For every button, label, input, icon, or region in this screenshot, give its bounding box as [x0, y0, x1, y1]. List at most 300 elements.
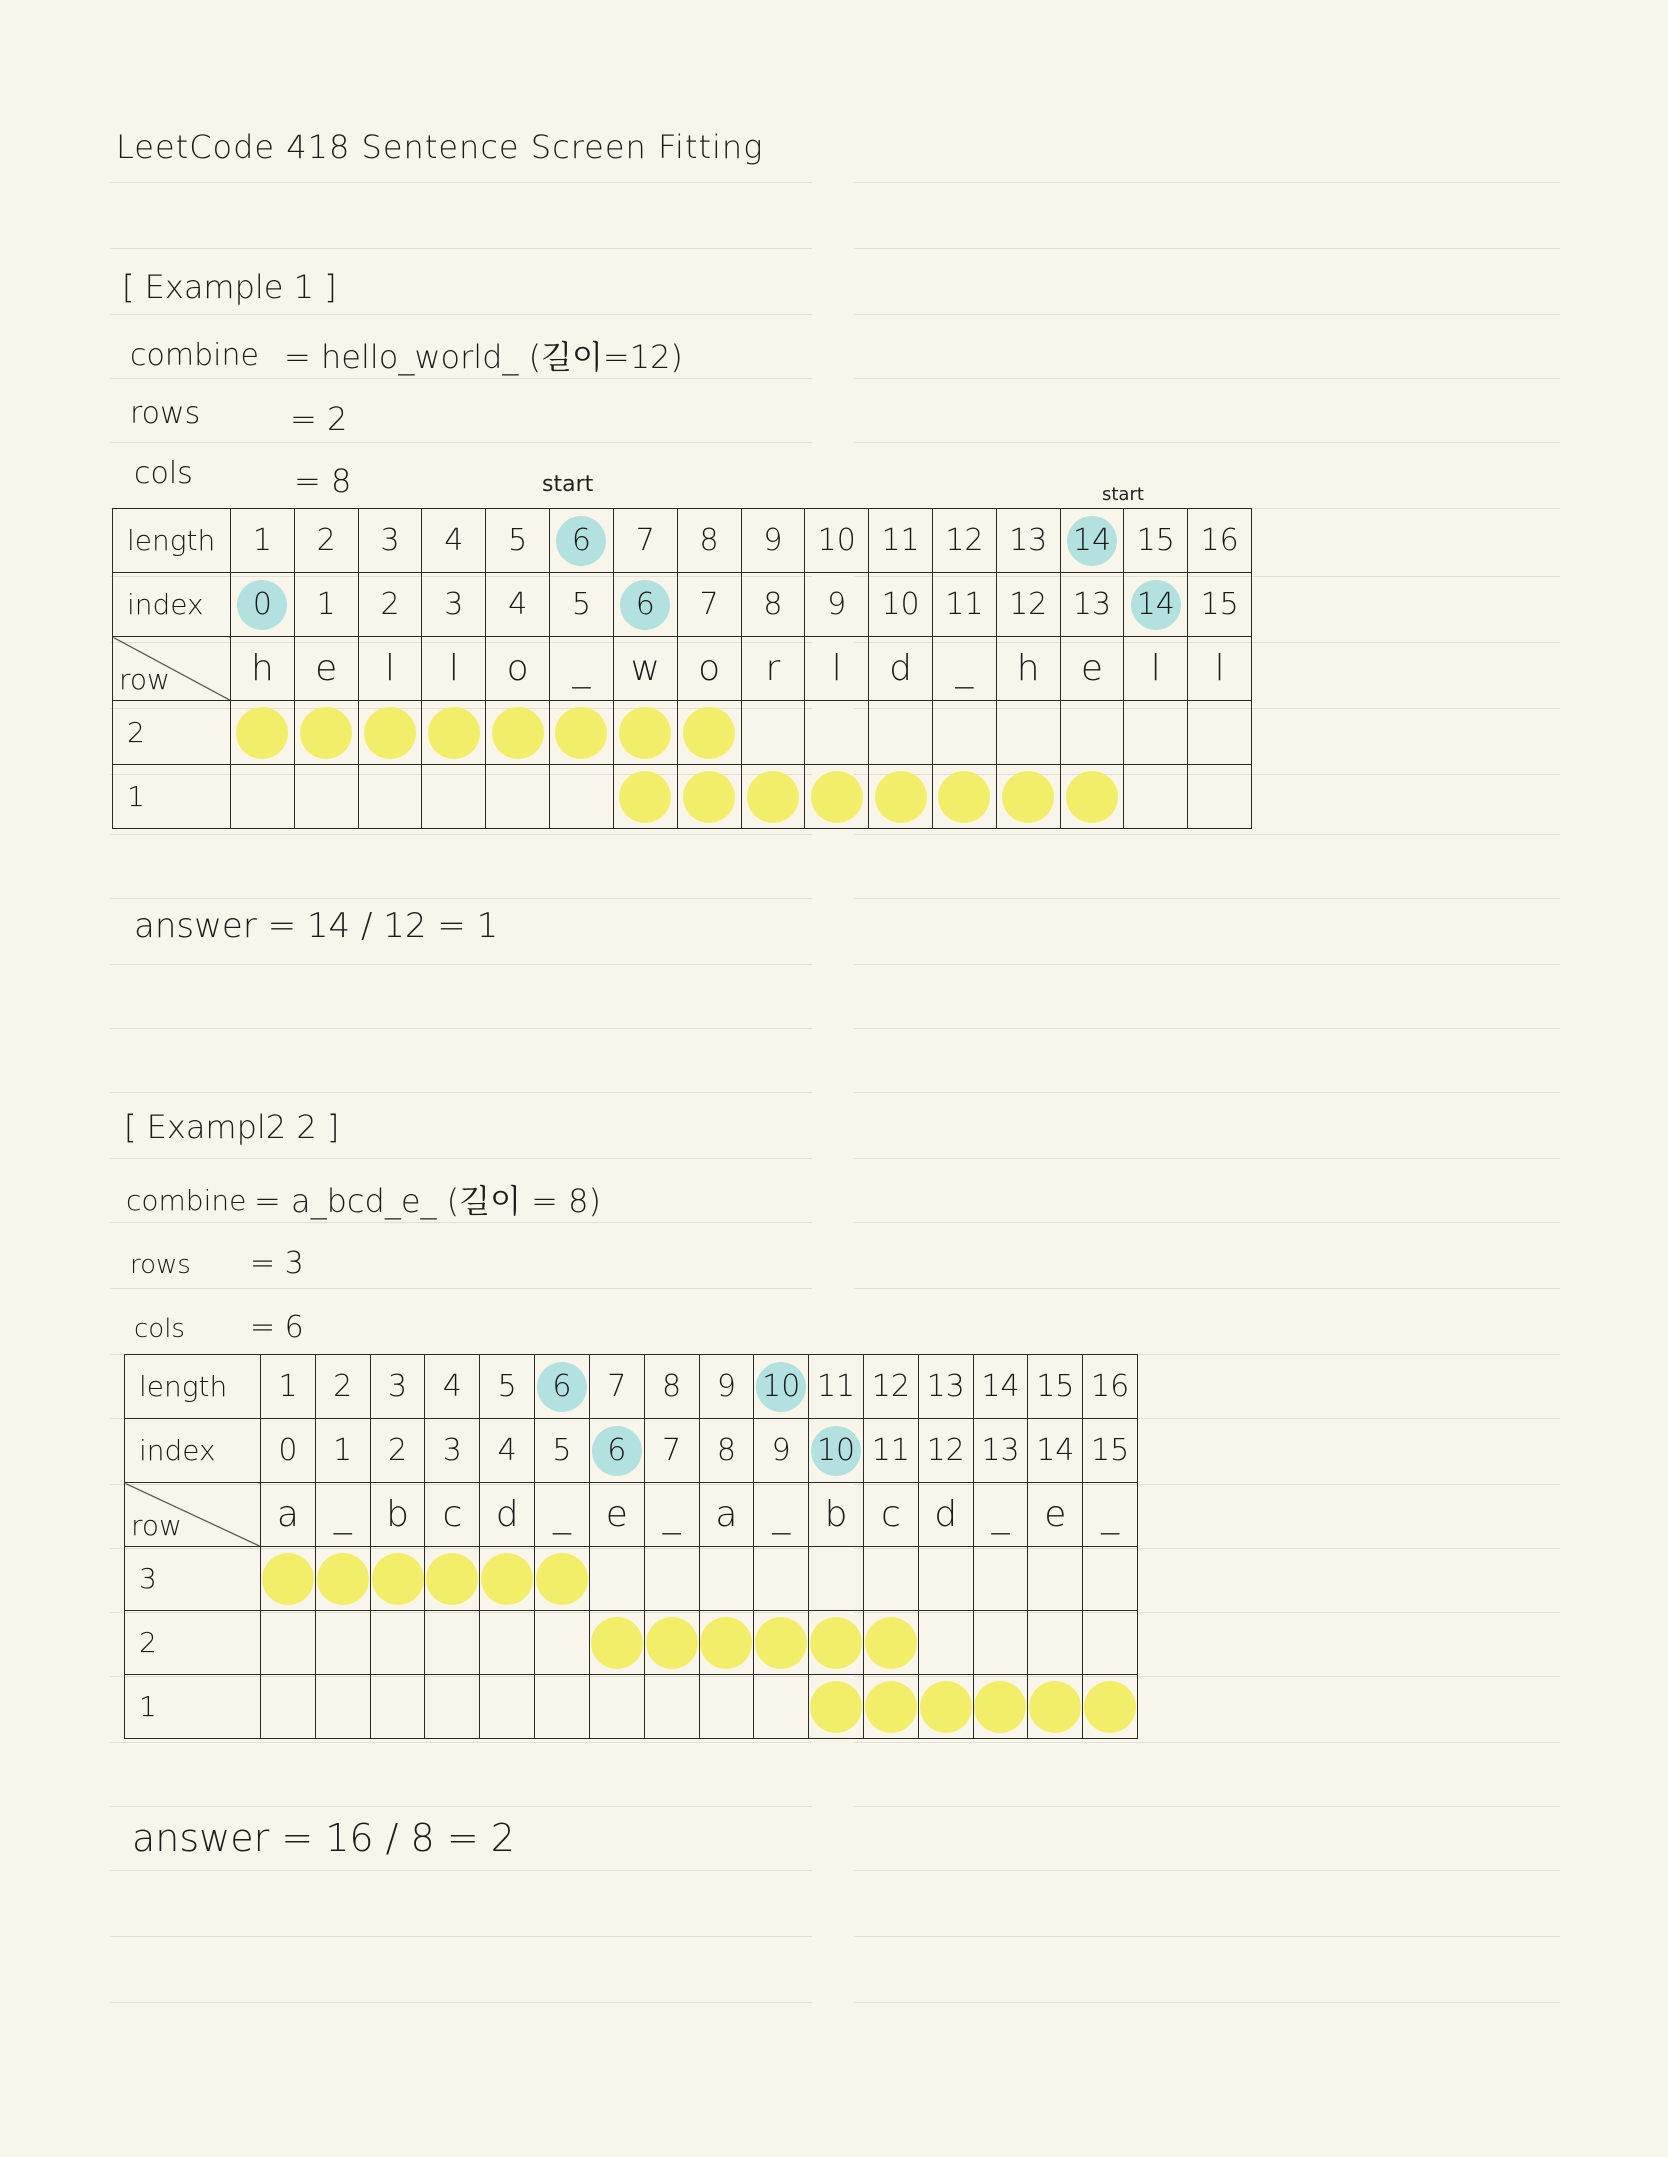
- ruled-line: [110, 314, 812, 315]
- example1-length-cell: [613, 509, 677, 573]
- example2-index-cell: [973, 1419, 1028, 1483]
- example1-start-label-2: start: [1102, 484, 1144, 505]
- example1-index-cell: [486, 573, 550, 637]
- example1-screen-row-label-text: 1: [127, 780, 145, 813]
- example1-char-cell: [294, 637, 358, 701]
- example2-screen-cell: [480, 1611, 535, 1675]
- example2-screen-cell: [480, 1675, 535, 1739]
- example2-length-cell: [973, 1355, 1028, 1419]
- ruled-line: [854, 1936, 1560, 1937]
- example1-index-value: 15: [1200, 587, 1239, 622]
- example2-length-header: [125, 1355, 261, 1419]
- example2-index-value: 3: [442, 1433, 462, 1468]
- example1-length-cell: [869, 509, 933, 573]
- example2-screen-cell: [973, 1675, 1028, 1739]
- example2-index-cell: [425, 1419, 480, 1483]
- example2-screen-cell: [1028, 1547, 1083, 1611]
- example2-screen-cell: [480, 1547, 535, 1611]
- example2-screen-cell: [754, 1611, 809, 1675]
- example1-length-value: 15: [1136, 523, 1175, 558]
- example1-index-value: 3: [444, 587, 464, 622]
- example2-screen-cell: [425, 1675, 480, 1739]
- ruled-line: [110, 898, 812, 899]
- example1-screen-cell: [1124, 765, 1188, 829]
- ruled-line: [854, 1288, 1560, 1289]
- ruled-line: [854, 314, 1560, 315]
- example1-index-cell: [677, 573, 741, 637]
- example2-screen-cell: [315, 1547, 370, 1611]
- example2-index-cell: [754, 1419, 809, 1483]
- ruled-line: [110, 1092, 812, 1093]
- example2-screen-cell: [644, 1611, 699, 1675]
- example2-screen-cell: [863, 1547, 918, 1611]
- ruled-line: [854, 1806, 1560, 1807]
- example1-screen-cell: [358, 701, 422, 765]
- example1-table: [112, 508, 1252, 829]
- example1-char-cell: [358, 637, 422, 701]
- example2-char-cell: [699, 1483, 754, 1547]
- example2-length-value: 13: [926, 1369, 965, 1404]
- example1-length-value: 8: [699, 523, 719, 558]
- example2-length-value: 12: [871, 1369, 910, 1404]
- example1-index-cell: [422, 573, 486, 637]
- fill-dot: [1002, 771, 1054, 823]
- example2-length-cell: [370, 1355, 425, 1419]
- example1-chars-row: [113, 637, 1252, 701]
- example1-char-cell: [677, 637, 741, 701]
- example1-screen-cell: [869, 765, 933, 829]
- example2-length-cell: [589, 1355, 644, 1419]
- ruled-line: [854, 1158, 1560, 1159]
- example1-length-value: 1: [252, 523, 272, 558]
- example1-char: d: [889, 648, 912, 689]
- example2-char-cell: [809, 1483, 864, 1547]
- example1-screen-cell: [613, 765, 677, 829]
- example1-length-value: 4: [444, 523, 464, 558]
- fill-dot: [755, 1617, 807, 1669]
- ruled-line: [854, 2002, 1560, 2003]
- fill-dot: [555, 707, 607, 759]
- example2-screen-cell: [918, 1547, 973, 1611]
- example1-char: e: [315, 648, 338, 689]
- example2-char-cell: [589, 1483, 644, 1547]
- example2-screen-cell: [973, 1611, 1028, 1675]
- example2-char: _: [552, 1494, 571, 1535]
- example2-char-cell: [918, 1483, 973, 1547]
- example1-char: w: [630, 648, 660, 689]
- example2-cols-value: = 6: [250, 1310, 304, 1345]
- example1-screen-cell: [486, 701, 550, 765]
- example2-index-value: 12: [926, 1433, 965, 1468]
- example1-length-value: 6: [571, 523, 592, 558]
- example1-index-cell: [869, 573, 933, 637]
- example1-index-value: 14: [1136, 587, 1175, 622]
- example1-char-cell: [805, 637, 869, 701]
- example1-char: l: [1150, 648, 1161, 689]
- example2-answer: answer = 16 / 8 = 2: [132, 1816, 515, 1860]
- example2-char-cell: [535, 1483, 590, 1547]
- example1-length-cell: [677, 509, 741, 573]
- example2-length-value: 3: [387, 1369, 408, 1404]
- example1-char-cell: [550, 637, 614, 701]
- example1-screen-cell: [550, 701, 614, 765]
- example2-length-cell: [535, 1355, 590, 1419]
- example2-row-header-text: row: [131, 1509, 182, 1542]
- example2-index-value: 13: [981, 1433, 1020, 1468]
- ruled-line: [854, 442, 1560, 443]
- example2-length-value: 4: [442, 1369, 462, 1404]
- example2-screen-cell: [754, 1675, 809, 1739]
- example2-char: e: [1044, 1494, 1067, 1535]
- example2-index-row: [125, 1419, 1138, 1483]
- example1-char: _: [955, 648, 974, 689]
- example1-screen-cell: [231, 701, 295, 765]
- fill-dot: [875, 771, 927, 823]
- example2-char-cell: [754, 1483, 809, 1547]
- example2-index-header-text: index: [139, 1434, 216, 1467]
- example2-char: a: [276, 1494, 299, 1535]
- example2-index-value: 6: [607, 1433, 627, 1468]
- example1-index-header-text: index: [127, 588, 204, 621]
- example2-index-value: 8: [716, 1433, 736, 1468]
- example2-length-value: 1: [278, 1369, 298, 1404]
- example1-char: r: [765, 648, 781, 689]
- example2-char-cell: [261, 1483, 316, 1547]
- example2-row-header: [125, 1483, 261, 1547]
- fill-dot: [317, 1553, 369, 1605]
- example1-index-cell: [1188, 573, 1252, 637]
- example1-length-cell: [996, 509, 1060, 573]
- example2-index-value: 9: [771, 1433, 791, 1468]
- ruled-line: [854, 1092, 1560, 1093]
- example2-length-value: 14: [981, 1369, 1020, 1404]
- example1-index-row: [113, 573, 1252, 637]
- example1-char-cell: [1060, 637, 1124, 701]
- example2-index-value: 10: [816, 1433, 856, 1468]
- ruled-line: [110, 248, 812, 249]
- example1-row-header: [113, 637, 231, 701]
- example1-length-value: 9: [763, 523, 783, 558]
- example1-screen-cell: [805, 765, 869, 829]
- fill-dot: [619, 771, 671, 823]
- ruled-line: [110, 1158, 812, 1159]
- example1-length-cell: [1124, 509, 1188, 573]
- example1-screen-row: [113, 765, 1252, 829]
- example1-index-cell: [550, 573, 614, 637]
- example1-length-cell: [550, 509, 614, 573]
- example1-screen-cell: [869, 701, 933, 765]
- example2-char: d: [495, 1494, 519, 1535]
- example2-length-cell: [809, 1355, 864, 1419]
- example2-screen-cell: [589, 1611, 644, 1675]
- ruled-line: [110, 1936, 812, 1937]
- ruled-line: [854, 182, 1560, 183]
- example1-heading: [ Example 1 ]: [122, 268, 337, 306]
- example2-screen-cell: [425, 1611, 480, 1675]
- fill-dot: [236, 707, 288, 759]
- example1-index-cell: [741, 573, 805, 637]
- example1-char-cell: [1124, 637, 1188, 701]
- example2-screen-cell: [370, 1611, 425, 1675]
- example2-screen-cell: [644, 1547, 699, 1611]
- example1-index-cell: [231, 573, 295, 637]
- ruled-line: [110, 1870, 812, 1871]
- example2-length-value: 15: [1036, 1369, 1075, 1404]
- example2-screen-cell: [1028, 1675, 1083, 1739]
- example2-index-cell: [644, 1419, 699, 1483]
- ruled-line: [854, 834, 1560, 835]
- example1-length-value: 5: [508, 523, 528, 558]
- ruled-line: [110, 964, 812, 965]
- example2-index-value: 5: [552, 1433, 572, 1468]
- example1-screen-cell: [1188, 765, 1252, 829]
- example1-screen-cell: [1188, 701, 1252, 765]
- example2-screen-row-label: [125, 1547, 261, 1611]
- example2-char: b: [824, 1494, 848, 1535]
- example2-screen-row-label: [125, 1611, 261, 1675]
- example1-screen-cell: [613, 701, 677, 765]
- example2-length-cell: [754, 1355, 809, 1419]
- example1-length-value: 14: [1072, 523, 1112, 558]
- example2-index-cell: [918, 1419, 973, 1483]
- example1-char: e: [1080, 648, 1104, 689]
- example1-screen-cell: [932, 701, 996, 765]
- example2-char-cell: [425, 1483, 480, 1547]
- example1-char-cell: [613, 637, 677, 701]
- fill-dot: [646, 1617, 698, 1669]
- example1-screen-cell: [294, 765, 358, 829]
- example2-char-cell: [480, 1483, 535, 1547]
- example1-char: o: [506, 648, 529, 689]
- example2-length-value: 16: [1091, 1369, 1130, 1404]
- fill-dot: [810, 1681, 862, 1733]
- example1-index-cell: [1060, 573, 1124, 637]
- example2-screen-cell: [370, 1675, 425, 1739]
- example2-screen-cell: [918, 1611, 973, 1675]
- example2-table: [124, 1354, 1138, 1739]
- example1-index-value: 13: [1072, 587, 1112, 622]
- example1-length-cell: [422, 509, 486, 573]
- example2-index-value: 2: [387, 1433, 408, 1468]
- example2-char-cell: [1083, 1483, 1138, 1547]
- example2-length-value: 2: [333, 1369, 353, 1404]
- example1-screen-row-label: [113, 765, 231, 829]
- example1-screen-cell: [677, 701, 741, 765]
- example1-length-cell: [231, 509, 295, 573]
- example2-length-header-text: length: [139, 1370, 228, 1403]
- example2-screen-cell: [699, 1675, 754, 1739]
- example2-screen-cell: [261, 1675, 316, 1739]
- example2-screen-cell: [809, 1547, 864, 1611]
- example2-char: _: [772, 1494, 791, 1535]
- example2-length-value: 9: [716, 1369, 736, 1404]
- example1-length-value: 13: [1009, 523, 1048, 558]
- example2-length-cell: [480, 1355, 535, 1419]
- example1-char: l: [385, 648, 396, 689]
- example2-char: c: [880, 1494, 901, 1535]
- example1-length-value: 7: [635, 523, 655, 558]
- ruled-line: [110, 834, 812, 835]
- ruled-line: [110, 1742, 812, 1743]
- example2-length-value: 5: [497, 1369, 517, 1404]
- ruled-line: [110, 1288, 812, 1289]
- fill-dot: [747, 771, 799, 823]
- ruled-line: [854, 378, 1560, 379]
- example1-screen-cell: [932, 765, 996, 829]
- example2-length-cell: [315, 1355, 370, 1419]
- example2-screen-cell: [863, 1675, 918, 1739]
- example2-length-row: [125, 1355, 1138, 1419]
- example2-char: b: [386, 1494, 409, 1535]
- example2-screen-cell: [589, 1547, 644, 1611]
- example2-length-cell: [1028, 1355, 1083, 1419]
- example2-char-cell: [863, 1483, 918, 1547]
- example1-screen-cell: [1124, 701, 1188, 765]
- example1-index-value: 9: [827, 587, 847, 622]
- example2-rows-label: rows: [130, 1250, 191, 1280]
- example2-screen-cell: [699, 1611, 754, 1675]
- example2-index-cell: [809, 1419, 864, 1483]
- example2-screen-row-label-text: 2: [139, 1626, 157, 1659]
- fill-dot: [300, 707, 352, 759]
- example2-char-cell: [1028, 1483, 1083, 1547]
- example1-index-value: 12: [1009, 587, 1048, 622]
- example2-index-value: 7: [662, 1433, 682, 1468]
- example2-length-value: 11: [816, 1369, 856, 1404]
- example2-char: e: [605, 1494, 628, 1535]
- example1-index-cell: [1124, 573, 1188, 637]
- example1-char-cell: [932, 637, 996, 701]
- example2-screen-cell: [644, 1675, 699, 1739]
- example1-combine-label: combine: [130, 338, 259, 373]
- example2-screen-cell: [863, 1611, 918, 1675]
- example1-index-cell: [805, 573, 869, 637]
- example1-length-value: 11: [881, 523, 920, 558]
- fill-dot: [700, 1617, 752, 1669]
- example2-screen-cell: [1028, 1611, 1083, 1675]
- example2-index-cell: [261, 1419, 316, 1483]
- example1-char-cell: [741, 637, 805, 701]
- fill-dot: [865, 1681, 917, 1733]
- example1-length-row: [113, 509, 1252, 573]
- example1-char: o: [698, 648, 721, 689]
- ruled-line: [854, 1028, 1560, 1029]
- fill-dot: [492, 707, 544, 759]
- example1-index-value: 2: [380, 587, 400, 622]
- example1-char-cell: [231, 637, 295, 701]
- example2-index-cell: [589, 1419, 644, 1483]
- example2-char: _: [991, 1494, 1010, 1535]
- example1-length-cell: [358, 509, 422, 573]
- example2-screen-cell: [535, 1611, 590, 1675]
- example1-char-cell: [1188, 637, 1252, 701]
- ruled-line: [854, 964, 1560, 965]
- example2-index-value: 1: [333, 1433, 353, 1468]
- example1-length-header: [113, 509, 231, 573]
- example1-length-cell: [805, 509, 869, 573]
- example2-screen-cell: [425, 1547, 480, 1611]
- example2-screen-cell: [1083, 1611, 1138, 1675]
- example2-screen-cell: [809, 1611, 864, 1675]
- example2-char: d: [934, 1494, 958, 1535]
- ruled-line: [110, 378, 812, 379]
- example2-screen-cell: [535, 1675, 590, 1739]
- example2-char: c: [442, 1494, 463, 1535]
- example2-char: a: [715, 1494, 738, 1535]
- example1-screen-cell: [231, 765, 295, 829]
- ruled-line: [854, 1870, 1560, 1871]
- example1-length-cell: [486, 509, 550, 573]
- example2-length-cell: [918, 1355, 973, 1419]
- example2-screen-cell: [315, 1675, 370, 1739]
- example1-length-cell: [932, 509, 996, 573]
- fill-dot: [1084, 1681, 1136, 1733]
- example2-screen-row-label-text: 3: [139, 1562, 157, 1595]
- fill-dot: [810, 1617, 862, 1669]
- example1-length-cell: [294, 509, 358, 573]
- example2-screen-cell: [1083, 1547, 1138, 1611]
- example2-char-cell: [370, 1483, 425, 1547]
- example1-index-cell: [358, 573, 422, 637]
- example1-index-value: 6: [635, 587, 655, 622]
- example1-char: l: [831, 648, 842, 689]
- example1-rows-label: rows: [130, 396, 201, 431]
- fill-dot: [619, 707, 671, 759]
- example2-heading: [ Exampl2 2 ]: [124, 1108, 340, 1146]
- example2-index-value: 15: [1091, 1433, 1130, 1468]
- fill-dot: [1066, 771, 1118, 823]
- fill-dot: [426, 1553, 478, 1605]
- example2-index-cell: [1083, 1419, 1138, 1483]
- example1-char: l: [1214, 648, 1225, 689]
- example2-screen-row: [125, 1611, 1138, 1675]
- fill-dot: [428, 707, 480, 759]
- example1-screen-row-label-text: 2: [127, 716, 145, 749]
- example2-char: _: [662, 1494, 681, 1535]
- example2-index-cell: [863, 1419, 918, 1483]
- example1-screen-cell: [677, 765, 741, 829]
- example2-screen-cell: [918, 1675, 973, 1739]
- example2-screen-cell: [370, 1547, 425, 1611]
- ruled-line: [854, 1742, 1560, 1743]
- example2-cols-label: cols: [134, 1314, 185, 1344]
- example1-length-cell: [1188, 509, 1252, 573]
- example2-char: _: [333, 1494, 352, 1535]
- example1-char: l: [448, 648, 459, 689]
- example1-index-value: 8: [763, 587, 783, 622]
- ruled-line: [854, 1222, 1560, 1223]
- ruled-line: [854, 248, 1560, 249]
- example1-screen-cell: [422, 765, 486, 829]
- example2-screen-cell: [754, 1547, 809, 1611]
- example1-screen-row: [113, 701, 1252, 765]
- fill-dot: [364, 707, 416, 759]
- example2-length-cell: [425, 1355, 480, 1419]
- example2-length-cell: [863, 1355, 918, 1419]
- example1-start-label-1: start: [542, 472, 594, 497]
- fill-dot: [974, 1681, 1026, 1733]
- fill-dot: [481, 1553, 533, 1605]
- example2-combine-label: combine: [126, 1184, 247, 1217]
- example2-index-cell: [370, 1419, 425, 1483]
- example1-screen-cell: [741, 701, 805, 765]
- example2-char-cell: [973, 1483, 1028, 1547]
- example1-screen-cell: [550, 765, 614, 829]
- example1-screen-row-label: [113, 701, 231, 765]
- example2-length-cell: [699, 1355, 754, 1419]
- example2-screen-cell: [261, 1547, 316, 1611]
- example1-index-value: 10: [881, 587, 920, 622]
